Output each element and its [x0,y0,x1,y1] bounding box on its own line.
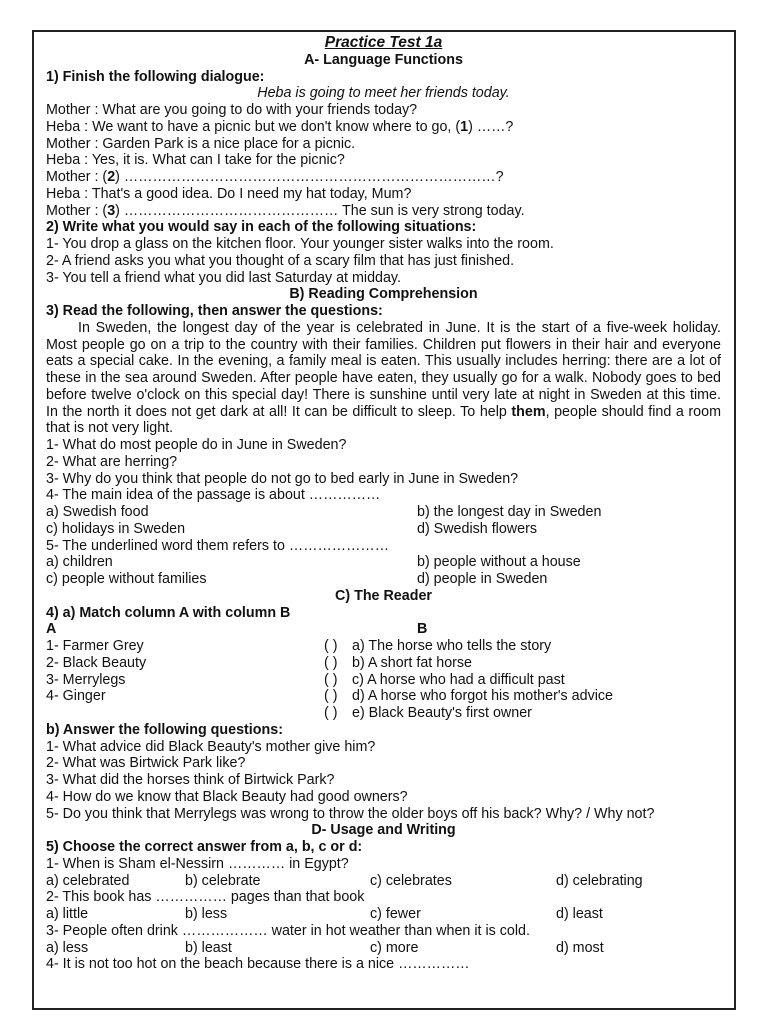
passage-underlined-word: them [511,403,546,420]
option: d) least [556,906,603,922]
reader-question: 4- How do we know that Black Beauty had good owners? [46,788,408,805]
section-b-heading: B) Reading Comprehension [289,286,478,303]
mcq-options [46,873,721,890]
section-a-heading: A- Language Functions [304,51,463,68]
question-4b-label: b) Answer the following questions: [46,721,283,738]
option: c) fewer [370,906,421,922]
option: c) celebrates [370,872,452,889]
option-row [46,521,721,538]
dialogue-line: Heba : Yes, it is. What can I take for the picnic? [46,152,345,169]
option: c) more [370,939,419,956]
dialogue-line: Mother : Garden Park is a nice place for a picnic. [46,135,356,152]
answer-blank: ( ) [324,654,338,671]
mcq-options [46,940,721,957]
reading-question: 2- What are herring? [46,453,178,470]
column-b-header: B [417,621,428,638]
option: d) celebrating [556,872,643,889]
question-5-label: 5) Choose the correct answer from a, b, c or d: [46,839,363,855]
reading-question: 4- The main idea of the passage is about …………… [46,487,381,504]
option-row [46,554,721,571]
option-row [46,571,721,588]
option: b) people without a house [417,554,581,571]
dialogue-line: Heba : That's a good idea. Do I need my hat today, Mum? [46,185,412,202]
option: b) the longest day in Sweden [417,504,602,520]
reader-question: 1- What advice did Black Beauty's mother give him? [46,738,376,755]
question-1-label: 1) Finish the following dialogue: [46,68,265,85]
mcq-question: 1- When is Sham el-Nessirn ………… in Egypt? [46,855,349,872]
page-title: Practice Test 1a [324,34,443,51]
reader-question: 3- What did the horses think of Birtwick Park? [46,772,335,788]
option: b) least [185,939,232,956]
question-4a-label: 4) a) Match column A with column B [46,604,291,621]
reading-question: 3- Why do you think that people do not go to bed early in June in Sweden? [46,470,519,487]
dialogue-line: Mother : (3) ……………………………………… The sun is very strong today. [46,202,525,219]
mcq-question: 3- People often drink ……………… water in hot weather than when it is cold. [46,922,530,939]
mcq-question: 4- It is not too hot on the beach because there is a nice …………… [46,956,470,973]
situation-item: 1- You drop a glass on the kitchen floor. Your younger sister walks into the room. [46,236,554,252]
option: a) little [46,906,89,922]
dialogue-line: Mother : What are you going to do with your friends today? [46,102,418,118]
match-row: 3- Merrylegs ( ) c) A horse who had a difficult past [46,671,565,688]
option: a) celebrated [46,872,130,889]
answer-blank: ( ) [324,705,338,721]
option: c) holidays in Sweden [46,520,186,537]
match-column-headers [46,621,721,638]
option: d) Swedish flowers [417,520,537,537]
mcq-question: 2- This book has …………… pages than that book [46,889,365,906]
option: b) less [185,906,228,922]
answer-blank: ( ) [324,638,338,654]
section-d-heading: D- Usage and Writing [311,822,456,839]
dialogue-line: Mother : (2) ……………………………………………………………………? [46,169,504,185]
test-content [46,35,721,973]
section-c-heading: C) The Reader [335,587,432,604]
dialogue-intro: Heba is going to meet her friends today. [257,85,510,102]
reading-question: 1- What do most people do in June in Sweden? [46,437,347,453]
reading-question: 5- The underlined word them refers to ………………… [46,537,389,554]
dialogue-line: Heba : We want to have a picnic but we don't know where to go, (1) ……? [46,118,514,135]
match-row: 2- Black Beauty ( ) b) A short fat horse [46,654,473,671]
option: a) children [46,554,113,571]
situation-item: 3- You tell a friend what you did last Saturday at midday. [46,269,401,286]
column-a-header: A [46,621,57,638]
question-3-label: 3) Read the following, then answer the questions: [46,303,383,319]
option: a) less [46,939,89,956]
answer-blank: ( ) [324,671,338,688]
option-row [46,504,721,521]
reader-question: 5- Do you think that Merrylegs was wrong to throw the older boys off his back? Why? / Why not? [46,805,655,822]
match-row: 1- Farmer Grey ( ) a) The horse who tells the story [46,638,552,654]
option: c) people without families [46,571,207,587]
match-row: 4- Ginger ( ) d) A horse who forgot his mother's advice [46,688,614,705]
option: d) people in Sweden [417,571,548,587]
mcq-options [46,906,721,923]
option: b) celebrate [185,872,261,889]
option: d) most [556,939,604,956]
reading-passage: In Sweden, the longest day of the year is celebrated in June. It is the start of a five-week holiday. Most people go on a trip to the country with their families. Children put flowers in their hair and everyone eats a special cake. In the evening, a family meal is eaten. This usually includes herring: there are a lot of these in the sea around Sweden. After people have eaten, they usually go for a walk. Nobody goes to bed before twelve o'clock on this special day! There is sunshine until very late at night in Sweden at this time. In the north it does not get dark at all! It can be difficult to sleep. To help them, people should find a room that is not very light. [46,319,721,437]
match-row: ( ) e) Black Beauty's first owner [324,705,532,721]
situation-item: 2- A friend asks you what you thought of a scary film that has just finished. [46,252,515,269]
test-page [32,30,736,1010]
question-2-label: 2) Write what you would say in each of the following situations: [46,219,477,236]
answer-blank: ( ) [324,688,338,705]
option: a) Swedish food [46,504,149,520]
reader-question: 2- What was Birtwick Park like? [46,755,246,772]
